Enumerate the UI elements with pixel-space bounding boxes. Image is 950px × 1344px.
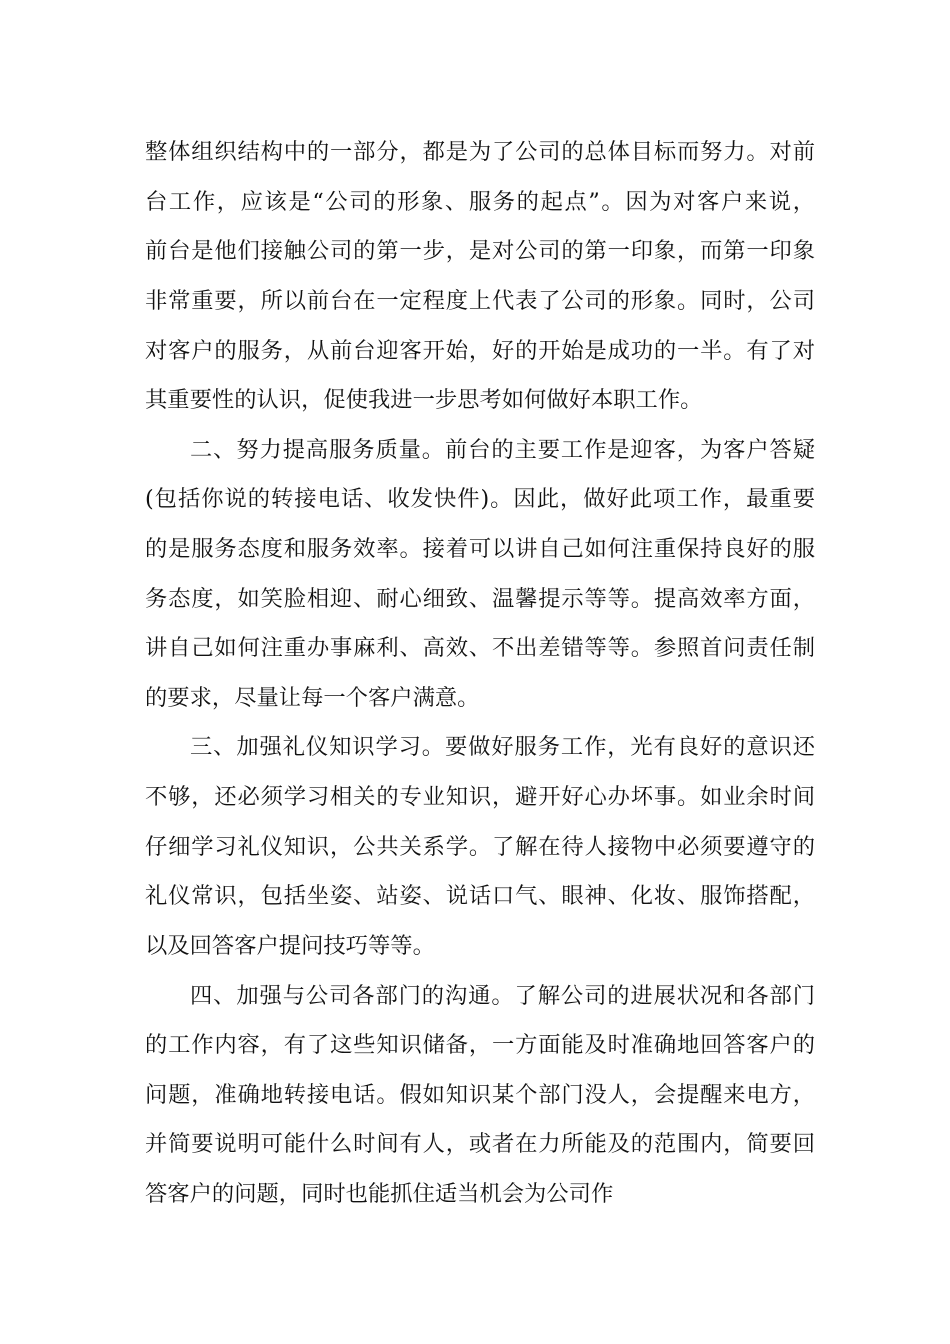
text-line: 并简要说明可能什么时间有人，或者在力所能及的范围内，简要回 — [145, 1131, 815, 1157]
text-line: (包括你说的转接电话、收发快件)。因此，做好此项工作，最重要 — [145, 486, 815, 512]
text-line: 的工作内容，有了这些知识储备，一方面能及时准确地回答客户的 — [145, 1032, 815, 1058]
text-line: 讲自己如何注重办事麻利、高效、不出差错等等。参照首问责任制 — [145, 635, 815, 661]
text-line: 非常重要，所以前台在一定程度上代表了公司的形象。同时，公司 — [145, 288, 815, 314]
text-line: 答客户的问题，同时也能抓住适当机会为公司作 — [145, 1181, 614, 1207]
paragraph-first-line: 二、努力提高服务质量。前台的主要工作是迎客，为客户答疑 — [190, 437, 815, 463]
text-line: 以及回答客户提问技巧等等。 — [145, 933, 435, 959]
text-line: 不够，还必须学习相关的专业知识，避开好心办坏事。如业余时间 — [145, 784, 815, 810]
text-line: 礼仪常识，包括坐姿、站姿、说话口气、眼神、化妆、服饰搭配， — [145, 883, 815, 909]
text-line: 整体组织结构中的一部分，都是为了公司的总体目标而努力。对前 — [145, 139, 815, 165]
text-line: 的是服务态度和服务效率。接着可以讲自己如何注重保持良好的服 — [145, 536, 815, 562]
text-line: 问题，准确地转接电话。假如知识某个部门没人，会提醒来电方， — [145, 1082, 815, 1108]
text-line: 其重要性的认识，促使我进一步思考如何做好本职工作。 — [145, 387, 703, 413]
text-line: 台工作，应该是“公司的形象、服务的起点”。因为对客户来说， — [145, 189, 815, 215]
text-line: 对客户的服务，从前台迎客开始，好的开始是成功的一半。有了对 — [145, 338, 815, 364]
text-line: 的要求，尽量让每一个客户满意。 — [145, 685, 480, 711]
paragraph-first-line: 四、加强与公司各部门的沟通。了解公司的进展状况和各部门 — [190, 983, 815, 1009]
paragraph-first-line: 三、加强礼仪知识学习。要做好服务工作，光有良好的意识还 — [190, 734, 815, 760]
text-line: 务态度，如笑脸相迎、耐心细致、温馨提示等等。提高效率方面， — [145, 586, 815, 612]
text-line: 前台是他们接触公司的第一步，是对公司的第一印象，而第一印象 — [145, 238, 815, 264]
text-line: 仔细学习礼仪知识，公共关系学。了解在待人接物中必须要遵守的 — [145, 834, 815, 860]
